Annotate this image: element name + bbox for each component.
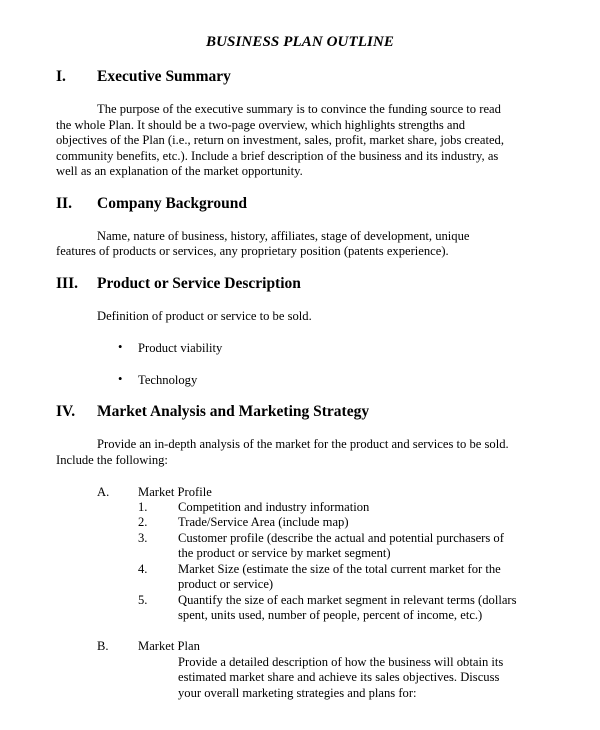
subsection-b-line-3: your overall marketing strategies and plans for: [178,686,417,700]
section-3-bullet-2: Technology [138,373,198,387]
list-item-number: 1. [138,500,148,514]
section-2-heading: Company Background [97,195,248,212]
subsection-a-title: Market Profile [138,485,212,499]
section-1-line-5: well as an explanation of the market opportunity. [56,164,303,178]
section-4-number: IV. [56,403,76,420]
section-3-heading: Product or Service Description [97,275,301,292]
list-item-text: Competition and industry information [178,500,370,514]
list-item-text: Quantify the size of each market segment in relevant terms (dollars [178,593,517,607]
section-1-line-3: objectives of the Plan (i.e., return on investment, sales, profit, market share, jobs created, [56,133,504,147]
section-3-bullet-1: Product viability [138,341,223,355]
bullet-dot-icon: • [118,372,123,386]
list-item-text: spent, units used, number of people, percent of income, etc.) [178,608,483,622]
bullet-dot-icon: • [118,340,123,354]
section-2-line-2: features of products or services, any proprietary position (patents experience). [56,244,449,258]
document-title: BUSINESS PLAN OUTLINE [206,34,394,50]
section-4-line-1: Provide an in-depth analysis of the market for the product and services to be sold. [97,437,509,451]
list-item-number: 5. [138,593,148,607]
section-2-number: II. [56,195,72,212]
subsection-b-line-2: estimated market share and achieve its sales objectives. Discuss [178,670,500,684]
list-item-number: 2. [138,515,148,529]
subsection-b-letter: B. [97,639,109,653]
list-item-text: Customer profile (describe the actual and potential purchasers of [178,531,504,545]
section-1-heading: Executive Summary [97,68,231,85]
section-3-number: III. [56,275,78,292]
section-3-line-1: Definition of product or service to be sold. [97,309,312,323]
list-item-text: the product or service by market segment) [178,546,391,560]
list-item-text: product or service) [178,577,274,591]
section-1-number: I. [56,68,66,85]
subsection-b-title: Market Plan [138,639,200,653]
section-2-line-1: Name, nature of business, history, affiliates, stage of development, unique [97,229,470,243]
list-item-text: Trade/Service Area (include map) [178,515,349,529]
section-1-line-4: community benefits, etc.). Include a brief description of the business and its industry, as [56,149,499,163]
section-1-line-2: the whole Plan. It should be a two-page overview, which highlights strengths and [56,118,466,132]
section-1-line-1: The purpose of the executive summary is to convince the funding source to read [97,102,501,116]
section-4-line-2: Include the following: [56,453,168,467]
section-4-heading: Market Analysis and Marketing Strategy [97,403,370,420]
list-item-number: 4. [138,562,148,576]
subsection-b-line-1: Provide a detailed description of how the business will obtain its [178,655,504,669]
list-item-number: 3. [138,531,148,545]
subsection-a-letter: A. [97,485,110,499]
list-item-text: Market Size (estimate the size of the total current market for the [178,562,501,576]
